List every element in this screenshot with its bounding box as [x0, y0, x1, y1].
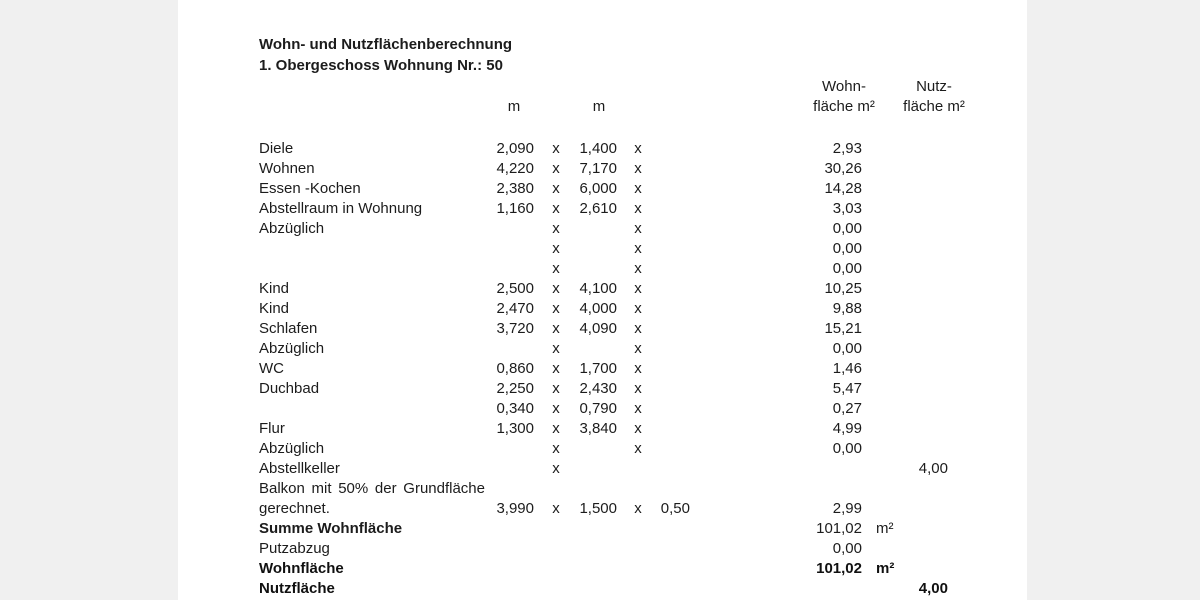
nutzflaeche-value — [858, 299, 948, 319]
column-header-wohn-line1: Wohn- — [822, 78, 866, 95]
factor-value — [614, 459, 690, 479]
measure-2-value: 0,790 — [579, 400, 617, 417]
multiply-sign-2: x — [634, 160, 642, 177]
measure-2-value — [537, 579, 617, 599]
multiply-sign-2: x — [634, 380, 642, 397]
measure-1-value: 3,990 — [496, 500, 534, 517]
wohnflaeche-value: 14,28 — [824, 180, 862, 197]
row-label: gerechnet. — [259, 500, 330, 517]
factor-value — [614, 139, 690, 159]
wohnflaeche-value: 101,02 — [816, 520, 862, 537]
measure-1-value: 1,160 — [496, 200, 534, 217]
nutzflaeche-value — [858, 319, 948, 339]
measure-1-value: 2,380 — [496, 180, 534, 197]
measure-2-value: 1,500 — [579, 500, 617, 517]
multiply-sign-1: x — [552, 200, 560, 217]
multiply-sign-2: x — [634, 140, 642, 157]
row-label: Flur — [259, 420, 285, 437]
row-label: Abstellraum in Wohnung — [259, 200, 423, 217]
measure-2-value — [537, 559, 617, 579]
measure-1-value — [454, 479, 534, 499]
wohnflaeche-value — [770, 479, 862, 499]
row-label: Abzüglich — [259, 440, 325, 457]
row-label: Diele — [259, 140, 294, 157]
table-row — [178, 419, 1027, 439]
nutzflaeche-value — [858, 419, 948, 439]
row-label: Wohnfläche — [259, 560, 344, 577]
wohnflaeche-value: 30,26 — [824, 160, 862, 177]
multiply-sign-2: x — [634, 420, 642, 437]
nutzflaeche-value — [858, 499, 948, 519]
multiply-sign-2: x — [634, 220, 642, 237]
multiply-sign-1: x — [552, 460, 560, 477]
nutzflaeche-value — [858, 559, 948, 579]
measure-1-value — [454, 459, 534, 479]
wohnflaeche-value: 4,99 — [832, 420, 862, 437]
measure-2-value: 7,170 — [579, 160, 617, 177]
row-label: Abzüglich — [259, 340, 325, 357]
title-line-1: Wohn- und Nutzflächenberechnung — [259, 36, 513, 53]
nutzflaeche-value — [858, 439, 948, 459]
measure-1-value — [454, 559, 534, 579]
measure-2-value — [537, 219, 617, 239]
multiply-sign-1: x — [552, 500, 560, 517]
measure-2-value — [537, 439, 617, 459]
table-row — [178, 439, 1027, 459]
multiply-sign-1: x — [552, 240, 560, 257]
nutzflaeche-value — [858, 359, 948, 379]
multiply-sign-1: x — [552, 180, 560, 197]
multiply-sign-1: x — [552, 220, 560, 237]
row-label: Abstellkeller — [259, 460, 340, 477]
table-row — [178, 359, 1027, 379]
factor-value — [614, 359, 690, 379]
factor-value — [614, 279, 690, 299]
factor-value — [614, 179, 690, 199]
nutzflaeche-value: 4,00 — [918, 460, 948, 477]
measure-1-value: 2,470 — [496, 300, 534, 317]
measure-1-value: 4,220 — [496, 160, 534, 177]
row-label: Putzabzug — [259, 540, 330, 557]
factor-value — [614, 379, 690, 399]
factor-value — [614, 199, 690, 219]
factor-value — [614, 259, 690, 279]
factor-value — [614, 299, 690, 319]
measure-2-value: 4,000 — [579, 300, 617, 317]
wohnflaeche-value: 2,93 — [832, 140, 862, 157]
measure-1-value — [454, 219, 534, 239]
multiply-sign-1: x — [552, 380, 560, 397]
title-line-2: 1. Obergeschoss Wohnung Nr.: 50 — [259, 57, 503, 74]
measure-2-value — [537, 519, 617, 539]
measure-2-value: 3,840 — [579, 420, 617, 437]
table-row — [178, 479, 1027, 499]
calculation-table — [178, 139, 1027, 599]
wohnflaeche-value: 5,47 — [832, 380, 862, 397]
measure-2-value: 6,000 — [579, 180, 617, 197]
column-header-nutz-line1: Nutz- — [916, 78, 952, 95]
table-row — [178, 459, 1027, 479]
wohnflaeche-value: 10,25 — [824, 280, 862, 297]
factor-value — [614, 339, 690, 359]
wohnflaeche-value: 0,00 — [832, 240, 862, 257]
row-label: Balkon mit 50% der Grundfläche — [259, 480, 485, 497]
wohnflaeche-value: 1,46 — [832, 360, 862, 377]
nutzflaeche-value — [858, 399, 948, 419]
measure-1-value: 3,720 — [496, 320, 534, 337]
multiply-sign-2: x — [634, 200, 642, 217]
measure-1-value — [454, 239, 534, 259]
nutzflaeche-value — [858, 179, 948, 199]
multiply-sign-1: x — [552, 440, 560, 457]
table-row — [178, 519, 1027, 539]
multiply-sign-2: x — [634, 400, 642, 417]
multiply-sign-1: x — [552, 140, 560, 157]
table-row — [178, 259, 1027, 279]
nutzflaeche-value — [858, 339, 948, 359]
table-row — [178, 579, 1027, 599]
measure-1-value: 1,300 — [496, 420, 534, 437]
factor-value — [614, 419, 690, 439]
factor-value — [614, 399, 690, 419]
multiply-sign-2: x — [634, 300, 642, 317]
table-row — [178, 199, 1027, 219]
multiply-sign-1: x — [552, 420, 560, 437]
multiply-sign-2: x — [634, 180, 642, 197]
measure-1-value — [454, 259, 534, 279]
wohnflaeche-value: 101,02 — [816, 560, 862, 577]
measure-2-value: 4,090 — [579, 320, 617, 337]
factor-value — [614, 239, 690, 259]
row-label: Kind — [259, 300, 290, 317]
nutzflaeche-value — [858, 199, 948, 219]
factor-value — [614, 219, 690, 239]
table-row — [178, 319, 1027, 339]
table-row — [178, 279, 1027, 299]
factor-value — [614, 439, 690, 459]
table-row — [178, 339, 1027, 359]
factor-value — [614, 319, 690, 339]
wohnflaeche-value: 0,27 — [832, 400, 862, 417]
measure-2-value — [537, 259, 617, 279]
nutzflaeche-value — [858, 239, 948, 259]
nutzflaeche-value — [858, 519, 948, 539]
column-header-wohn-line2: fläche m² — [813, 98, 875, 115]
column-header-m2: m — [592, 98, 606, 115]
measure-2-value — [537, 339, 617, 359]
column-header-nutz-line2: fläche m² — [903, 98, 965, 115]
row-label: WC — [259, 360, 284, 377]
multiply-sign-1: x — [552, 400, 560, 417]
row-label: Essen -Kochen — [259, 180, 361, 197]
multiply-sign-2: x — [634, 360, 642, 377]
nutzflaeche-value — [858, 479, 948, 499]
measure-1-value: 0,340 — [496, 400, 534, 417]
nutzflaeche-value — [858, 139, 948, 159]
factor-value — [614, 559, 690, 579]
row-label: Schlafen — [259, 320, 318, 337]
table-row — [178, 379, 1027, 399]
multiply-sign-2: x — [634, 320, 642, 337]
nutzflaeche-value: 4,00 — [918, 580, 948, 597]
wohnflaeche-value: 9,88 — [832, 300, 862, 317]
measure-2-value: 2,430 — [579, 380, 617, 397]
factor-value — [614, 479, 690, 499]
measure-2-value — [537, 479, 617, 499]
measure-1-value — [454, 579, 534, 599]
wohnflaeche-value: 15,21 — [824, 320, 862, 337]
wohnflaeche-value: 3,03 — [832, 200, 862, 217]
row-label: Summe Wohnfläche — [259, 520, 403, 537]
multiply-sign-1: x — [552, 280, 560, 297]
table-row — [178, 139, 1027, 159]
multiply-sign-2: x — [634, 280, 642, 297]
multiply-sign-1: x — [552, 320, 560, 337]
wohnflaeche-value: 0,00 — [832, 540, 862, 557]
measure-2-value: 4,100 — [579, 280, 617, 297]
wohnflaeche-value: 0,00 — [832, 260, 862, 277]
unit-m2: m² — [876, 560, 895, 577]
measure-2-value: 1,400 — [579, 140, 617, 157]
wohnflaeche-value: 2,99 — [832, 500, 862, 517]
measure-1-value: 0,860 — [496, 360, 534, 377]
wohnflaeche-value: 0,00 — [832, 220, 862, 237]
measure-1-value: 2,250 — [496, 380, 534, 397]
factor-value — [614, 539, 690, 559]
multiply-sign-2: x — [634, 500, 642, 517]
document-title — [259, 34, 512, 76]
measure-2-value — [537, 539, 617, 559]
factor-value — [614, 519, 690, 539]
multiply-sign-2: x — [634, 440, 642, 457]
wohnflaeche-value — [770, 579, 862, 599]
document-page — [178, 0, 1027, 600]
table-row — [178, 219, 1027, 239]
row-label: Wohnen — [259, 160, 315, 177]
column-header-m1: m — [507, 98, 521, 115]
multiply-sign-2: x — [634, 260, 642, 277]
table-row — [178, 539, 1027, 559]
measure-1-value — [454, 439, 534, 459]
row-label: Duchbad — [259, 380, 320, 397]
factor-value — [614, 159, 690, 179]
nutzflaeche-value — [858, 539, 948, 559]
nutzflaeche-value — [858, 219, 948, 239]
multiply-sign-1: x — [552, 360, 560, 377]
measure-1-value — [454, 539, 534, 559]
table-row — [178, 299, 1027, 319]
table-row — [178, 159, 1027, 179]
measure-2-value: 1,700 — [579, 360, 617, 377]
multiply-sign-1: x — [552, 160, 560, 177]
measure-1-value — [454, 519, 534, 539]
multiply-sign-2: x — [634, 240, 642, 257]
multiply-sign-1: x — [552, 340, 560, 357]
nutzflaeche-value — [858, 379, 948, 399]
wohnflaeche-value: 0,00 — [832, 440, 862, 457]
unit-m2: m² — [876, 520, 894, 537]
table-row — [178, 399, 1027, 419]
wohnflaeche-value — [770, 459, 862, 479]
measure-2-value: 2,610 — [579, 200, 617, 217]
nutzflaeche-value — [858, 279, 948, 299]
factor-value: 0,50 — [660, 500, 690, 517]
multiply-sign-1: x — [552, 260, 560, 277]
row-label: Nutzfläche — [259, 580, 335, 597]
measure-2-value — [537, 239, 617, 259]
nutzflaeche-value — [858, 159, 948, 179]
table-row — [178, 239, 1027, 259]
wohnflaeche-value: 0,00 — [832, 340, 862, 357]
factor-value — [614, 579, 690, 599]
measure-1-value — [454, 339, 534, 359]
table-row — [178, 559, 1027, 579]
measure-2-value — [537, 459, 617, 479]
multiply-sign-1: x — [552, 300, 560, 317]
table-row — [178, 499, 1027, 519]
row-label: Kind — [259, 280, 290, 297]
multiply-sign-2: x — [634, 340, 642, 357]
nutzflaeche-value — [858, 259, 948, 279]
measure-1-value: 2,090 — [496, 140, 534, 157]
measure-1-value: 2,500 — [496, 280, 534, 297]
table-row — [178, 179, 1027, 199]
row-label: Abzüglich — [259, 220, 325, 237]
